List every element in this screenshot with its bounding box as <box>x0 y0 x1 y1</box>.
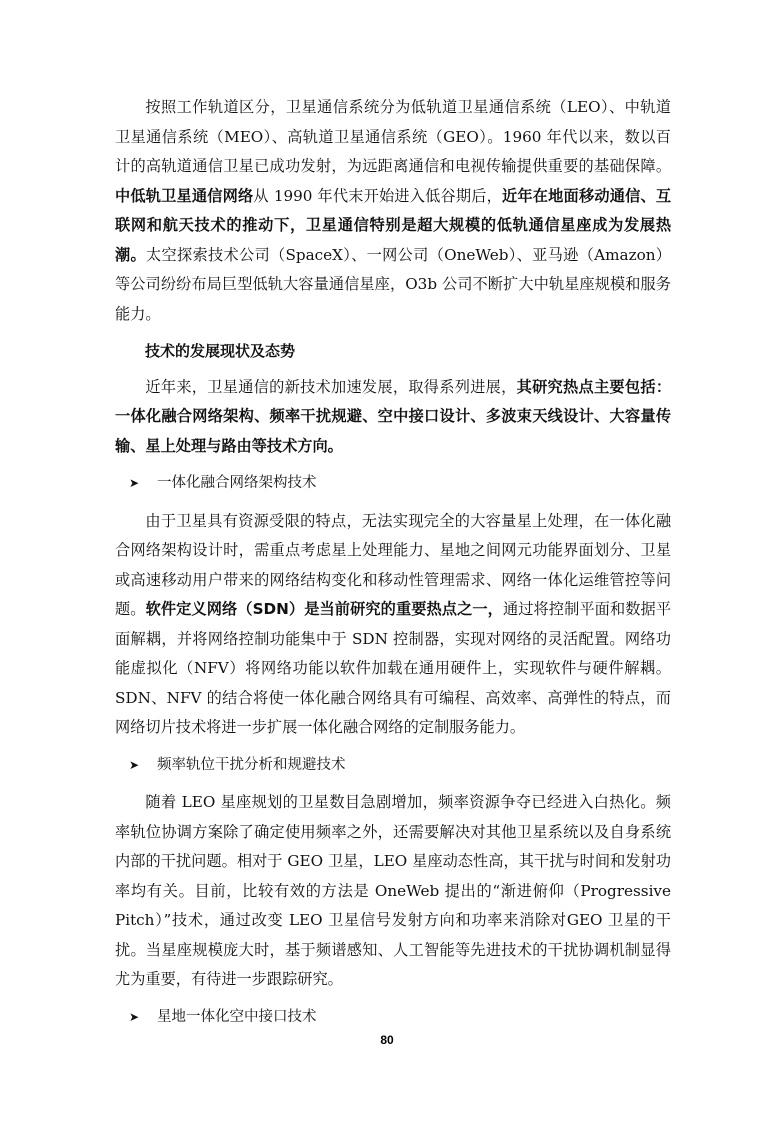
document-body <box>115 93 671 1040</box>
paragraph-frequency-interference: 随着 LEO 星座规划的卫星数目急剧增加，频率资源争夺已经进入白热化。频率轨位协调方案除了确定使用频率之外，还需要解决对其他卫星系统以及自身系统内部的干扰问题。相对于 GEO 卫星，LEO 星座动态性高，其干扰与时间和发射功率均有关。目前，比较有效的方法是 OneWeb 提出的“渐进俯仰（Progressive Pitch）”技术，通过改变 LEO 卫星信号发射方向和功率来消除对GEO 卫星的干扰。当星座规模庞大时，基于频谱感知、人工智能等先进技术的干扰协调机制显得尤为重要，有待进一步跟踪研究。 <box>115 793 671 988</box>
paragraph-text: 从 1990 年代末开始进入低谷期后， <box>253 186 503 205</box>
bullet-label: 一体化融合网络架构技术 <box>157 475 317 491</box>
bullet-item <box>129 469 671 499</box>
paragraph-research-hotspots <box>115 373 671 462</box>
bold-text: 近年在地面移动通信、互联网和航天技术的推动下，卫星通信特别是超大规模的低轨通信星座成为发展热潮。 <box>115 186 672 264</box>
paragraph-text: 按照工作轨道区分，卫星通信系统分为低轨道卫星通信系统（LEO）、中轨道卫星通信系统（MEO）、高轨道卫星通信系统（GEO）。1960 年代以来，数以百计的高轨道通信卫星已成功发射，为远距离通信和电视传输提供重要的基础保障。 <box>115 98 671 175</box>
paragraph-text: 近年来，卫星通信的新技术加速发展，取得系列进展， <box>145 377 517 396</box>
section-heading: 技术的发展现状及态势 <box>145 342 296 360</box>
arrow-bullet-icon: ➤ <box>129 1009 140 1024</box>
page-number: 80 <box>380 1033 394 1047</box>
paragraph-leo-meo-geo <box>115 93 671 329</box>
paragraph-text: 通过将控制平面和数据平面解耦，并将网络控制功能集中于 SDN 控制器，实现对网络的灵活配置。网络功能虚拟化（NFV）将网络功能以软件加载在通用硬件上，实现软件与硬件解耦。SDN、NFV 的结合将使一体化融合网络具有可编程、高效率、高弹性的特点，而网络切片技术将进一步扩展一体化融合网络的定制服务能力。 <box>115 600 672 736</box>
paragraph-text: 太空探索技术公司（SpaceX）、一网公司（OneWeb）、亚马逊（Amazon）等公司纷纷布局巨型低轨大容量通信星座，O3b 公司不断扩大中轨星座规模和服务能力。 <box>115 245 671 323</box>
bullet-label: 频率轨位干扰分析和规避技术 <box>157 756 346 773</box>
paragraph-integrated-network <box>115 507 671 743</box>
paragraph-text: 由于卫星具有资源受限的特点，无法实现完全的大容量星上处理，在一体化融合网络架构设计时，需重点考虑星上处理能力、星地之间网元功能界面划分、卫星或高速移动用户带来的网络结构变化和移动性管理需求、网络一体化运维管控等问题。 <box>115 511 671 618</box>
bold-text: 软件定义网络（SDN）是当前研究的重要热点之一， <box>145 600 503 618</box>
arrow-bullet-icon: ➤ <box>129 757 140 772</box>
bullet-label: 星地一体化空中接口技术 <box>157 1008 317 1025</box>
bullet-item <box>129 1003 671 1033</box>
bold-text: 中低轨卫星通信网络 <box>115 186 254 205</box>
arrow-bullet-icon: ➤ <box>129 476 140 490</box>
bold-text: 其研究热点主要包括：一体化融合网络架构、频率干扰规避、空中接口设计、多波束天线设计、大容量传输、星上处理与路由等技术方向。 <box>115 377 672 455</box>
bullet-item <box>129 751 671 781</box>
